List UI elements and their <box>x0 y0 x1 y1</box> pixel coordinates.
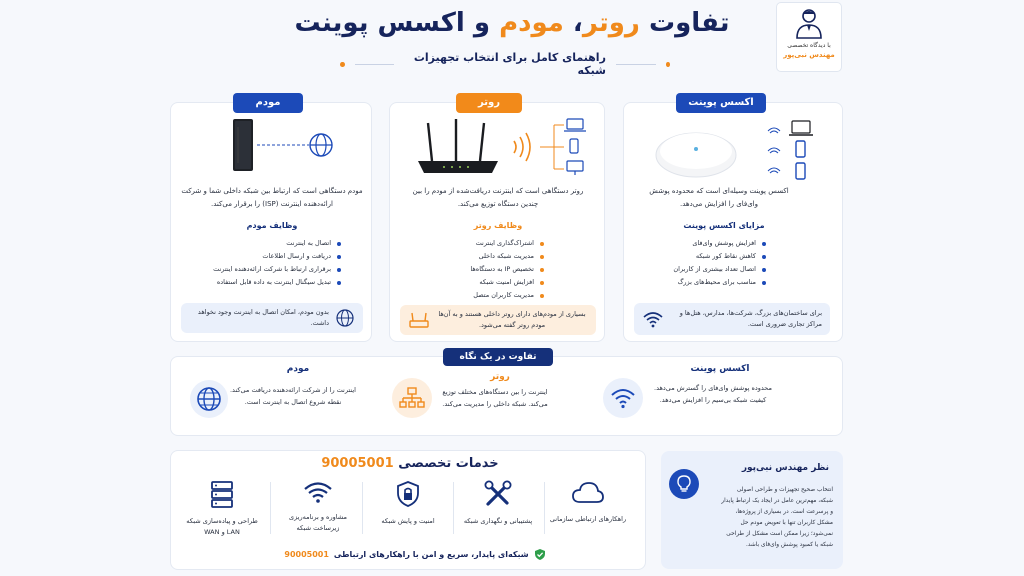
list-item: دریافت و ارسال اطلاعات <box>191 250 341 263</box>
services-footer <box>270 548 560 561</box>
lightbulb-icon <box>669 469 699 499</box>
service-label: راهکارهای ارتباطی سازمانی <box>549 515 627 523</box>
cloud-icon <box>571 480 605 506</box>
ap-note <box>634 303 830 335</box>
service-item-enterprise-comm <box>546 480 630 525</box>
comparison-ap-wifi-icon <box>603 378 643 418</box>
globe-icon <box>196 386 222 412</box>
ap-desc: اکسس پوینت وسیله‌ای است که محدوده پوشش وای‌فای را افزایش می‌دهد. <box>649 187 789 208</box>
service-label: مشاوره و برنامه‌ریزی زیرساخت شبکه <box>289 513 347 532</box>
ap-note-text: برای ساختمان‌های بزرگ، شرکت‌ها، مدارس، هتل‌ها و مراکز تجاری ضروری است. <box>679 309 822 328</box>
services-title <box>260 456 560 471</box>
router-desc: روتر دستگاهی است که اینترنت دریافت‌شده از مودم را بین چندین دستگاه توزیع می‌کند. <box>412 187 584 208</box>
title-comma: ، <box>572 8 583 38</box>
modem-note <box>181 303 363 333</box>
access-point-device-icon <box>652 119 832 183</box>
opinion-title: نظر مهندس نبی‌پور <box>741 463 829 473</box>
service-divider <box>453 482 454 534</box>
service-label: امنیت و پایش شبکه <box>381 517 435 525</box>
router-note <box>400 305 596 335</box>
modem-note-text: بدون مودم، امکان اتصال به اینترنت وجود نخواهد داشت. <box>197 308 329 327</box>
title-word-and: و <box>473 8 490 38</box>
server-icon <box>209 480 235 508</box>
wifi-icon <box>642 310 664 328</box>
title-word-access-point: اکسس پوینت <box>294 8 465 38</box>
router-duties-list <box>424 237 544 302</box>
router-small-icon <box>408 311 430 329</box>
router-label: روتر <box>456 93 522 113</box>
router-card <box>389 97 605 342</box>
comparison-ap-heading: اکسس پوینت <box>690 364 750 374</box>
page-subtitle: راهنمای کامل برای انتخاب تجهیزات شبکه <box>413 51 606 77</box>
modem-device-icon <box>229 115 339 175</box>
service-divider <box>270 482 271 534</box>
service-label: پشتیبانی و نگهداری شبکه <box>463 517 533 525</box>
comparison-title: تفاوت در یک نگاه <box>443 348 553 366</box>
brand-line2: مهندس نبی‌پور <box>783 51 835 59</box>
router-device-icon <box>414 117 598 181</box>
opinion-text: انتخاب صحیح تجهیزات و طراحی اصولی شبکه، مهم‌ترین عامل در ایجاد یک ارتباط پایدار و پرسرعت است. در بسیاری از پروژه‌ها، مشکل کاربران تنها با تعویض مودم حل نمی‌شود؛ زیرا ممکن است مشکل از طراحی شبکه یا کمبود پوشش وای‌فای باشد. <box>721 487 833 548</box>
subtitle-dot-right <box>666 62 671 67</box>
ap-section-title: مزایای اکسس پوینت <box>683 221 765 230</box>
ap-label: اکسس پوینت <box>676 93 766 113</box>
ap-benefits-list <box>646 237 766 289</box>
engineer-icon <box>794 7 824 39</box>
tools-icon <box>483 480 513 508</box>
comparison-modem-heading: مودم <box>286 364 310 374</box>
services-phone: 90005001 <box>321 456 394 471</box>
list-item: برقراری ارتباط با شرکت ارائه‌دهنده اینترنت <box>191 263 341 276</box>
modem-card <box>170 97 372 342</box>
service-item-consulting <box>276 480 360 534</box>
list-item: مدیریت شبکه داخلی <box>424 250 544 263</box>
router-section-title: وظایف روتر <box>473 221 523 230</box>
service-item-design <box>180 480 264 538</box>
subtitle-line-right <box>616 64 656 65</box>
router-note-text: بسیاری از مودم‌های دارای روتر داخلی هستند و به آن‌ها مودم روتر گفته می‌شود. <box>438 310 586 329</box>
modem-section-title: وظایف مودم <box>246 221 298 230</box>
list-item: کاهش نقاط کور شبکه <box>646 250 766 263</box>
brand-line1: با دیدگاه تخصصی <box>787 42 831 49</box>
network-tree-icon <box>399 386 425 410</box>
service-divider <box>544 482 545 534</box>
list-item: تبدیل سیگنال اینترنت به داده قابل استفاده <box>191 276 341 289</box>
comparison-router-heading: روتر <box>490 372 510 382</box>
list-item: افزایش امنیت شبکه <box>424 276 544 289</box>
service-item-support <box>456 480 540 527</box>
title-word-difference: تفاوت <box>648 8 730 38</box>
comparison-router-network-icon <box>392 378 432 418</box>
title-word-modem: مودم <box>499 8 564 38</box>
list-item: افزایش پوشش وای‌فای <box>646 237 766 250</box>
ap-card <box>623 97 843 342</box>
subtitle-line-left <box>355 64 395 65</box>
modem-desc: مودم دستگاهی است که ارتباط بین شبکه داخلی شما و شرکت ارائه‌دهنده اینترنت (ISP) را برقرار می‌کند. <box>181 187 363 208</box>
title-word-router: روتر <box>582 8 640 38</box>
services-footer-phone: 90005001 <box>284 550 329 559</box>
bulb-glyph-icon <box>676 475 692 493</box>
service-divider <box>362 482 363 534</box>
list-item: مدیریت کاربران متصل <box>424 289 544 302</box>
comparison-router-text: اینترنت را بین دستگاه‌های مختلف توزیع می‌کند. شبکه داخلی را مدیریت می‌کند. <box>442 388 548 408</box>
service-label: طراحی و پیاده‌سازی شبکه LAN و WAN <box>186 517 258 536</box>
globe-icon <box>335 308 355 328</box>
list-item: اتصال تعداد بیشتری از کاربران <box>646 263 766 276</box>
service-item-security <box>366 480 450 527</box>
shield-check-icon <box>534 548 546 561</box>
opinion-panel <box>661 451 843 569</box>
subtitle-row <box>340 51 670 77</box>
comparison-ap-text: محدوده پوشش وای‌فای را گسترش می‌دهد. کیفیت شبکه بی‌سیم را افزایش می‌دهد. <box>654 384 772 404</box>
shield-lock-icon <box>395 480 421 508</box>
list-item: مناسب برای محیط‌های بزرگ <box>646 276 766 289</box>
subtitle-dot-left <box>340 62 345 67</box>
services-footer-text: شبکه‌ای پایدار، سریع و امن با راهکارهای ارتباطی <box>333 550 529 559</box>
services-title-text: خدمات تخصصی <box>398 456 499 471</box>
comparison-modem-globe-icon <box>190 380 228 418</box>
page-title <box>0 8 1024 38</box>
modem-label: مودم <box>233 93 303 113</box>
list-item: اشتراک‌گذاری اینترنت <box>424 237 544 250</box>
list-item: تخصیص IP به دستگاه‌ها <box>424 263 544 276</box>
comparison-modem-text: اینترنت را از شرکت ارائه‌دهنده دریافت می‌کند. نقطه شروع اتصال به اینترنت است. <box>229 386 356 406</box>
wifi-icon <box>610 387 636 409</box>
brand-logo <box>776 2 842 72</box>
list-item: اتصال به اینترنت <box>191 237 341 250</box>
wifi-icon <box>303 480 333 504</box>
modem-duties-list <box>191 237 341 289</box>
